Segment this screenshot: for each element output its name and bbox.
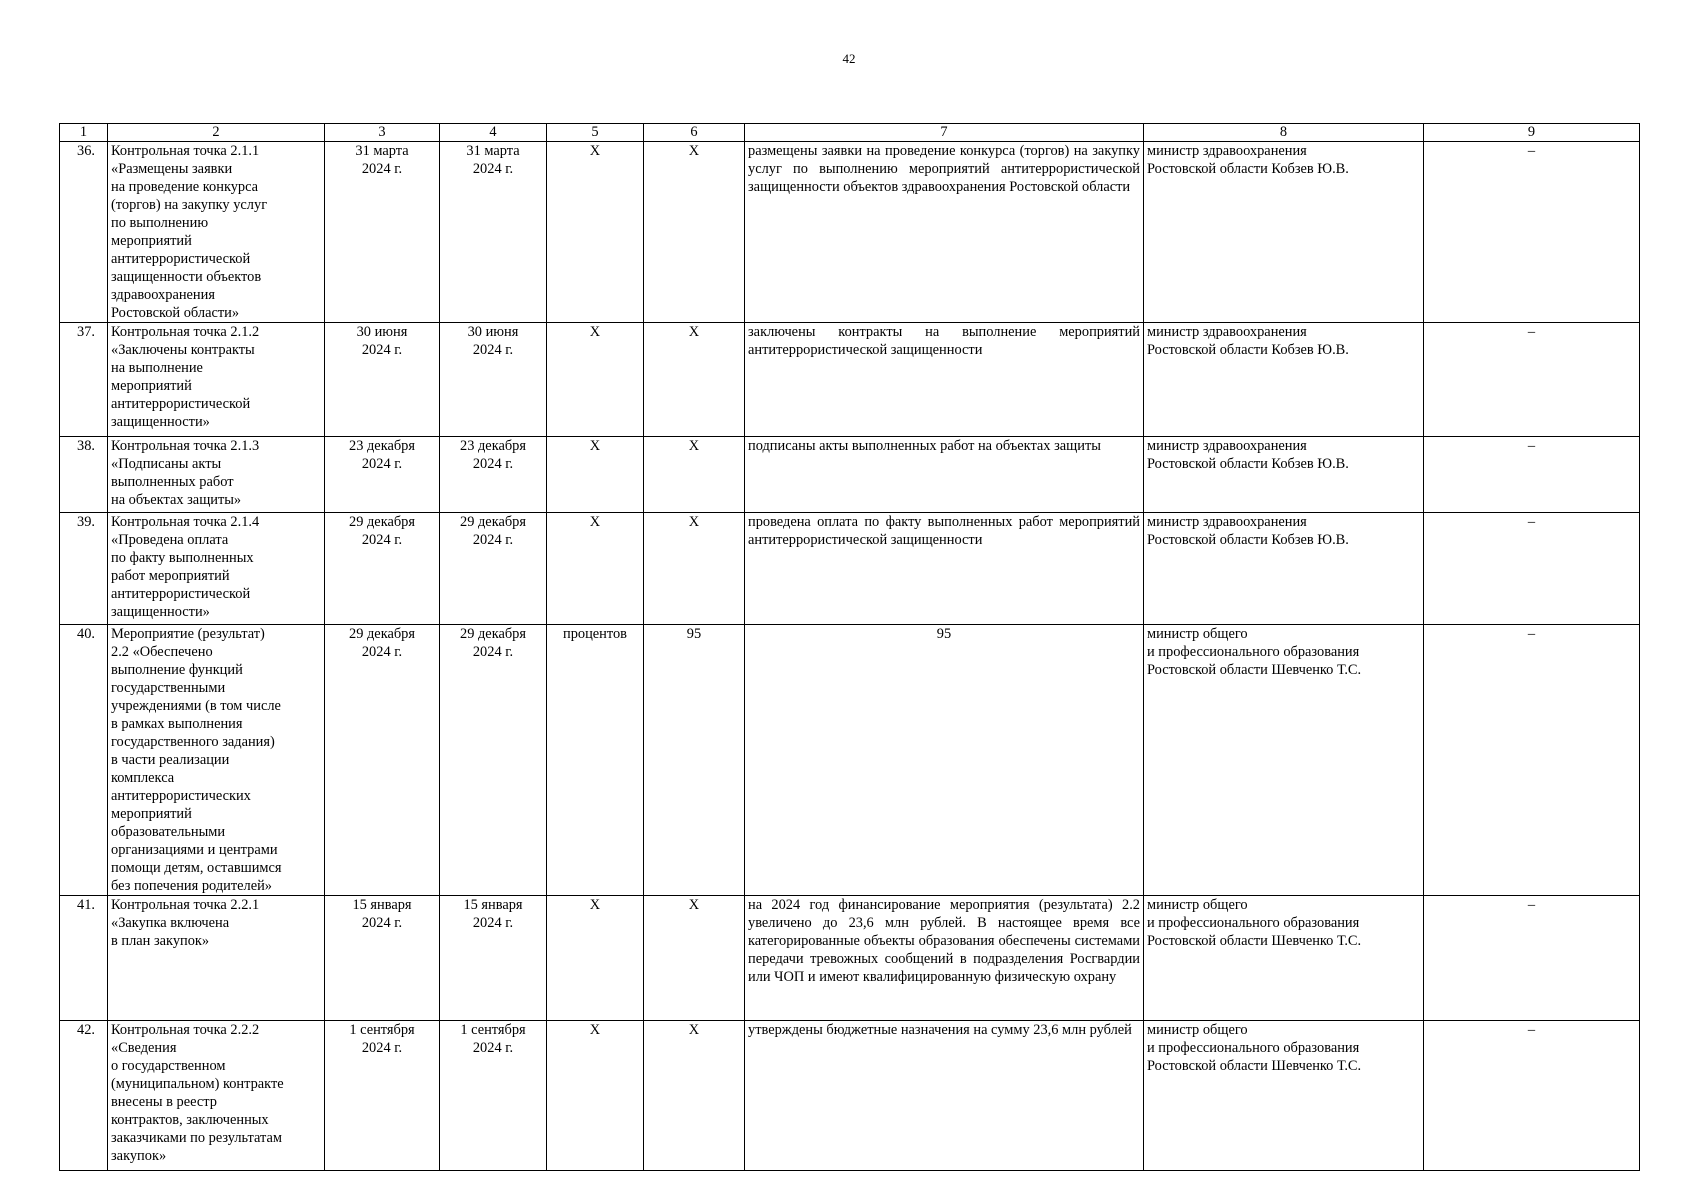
- header-cell: 9: [1424, 124, 1640, 142]
- date-end: 29 декабря 2024 г.: [440, 625, 547, 896]
- report-table: [59, 123, 1640, 1171]
- responsible-person: министр здравоохранения Ростовской области Кобзев Ю.В.: [1144, 437, 1424, 513]
- responsible-person: министр общего и профессионального образования Ростовской области Шевченко Т.С.: [1144, 625, 1424, 896]
- plan-value: X: [644, 1021, 745, 1171]
- fact-description: утверждены бюджетные назначения на сумму 23,6 млн рублей: [745, 1021, 1144, 1171]
- plan-value: X: [644, 142, 745, 323]
- date-end: 29 декабря 2024 г.: [440, 513, 547, 625]
- responsible-person: министр общего и профессионального образования Ростовской области Шевченко Т.С.: [1144, 1021, 1424, 1171]
- header-cell: 7: [745, 124, 1144, 142]
- date-end: 23 декабря 2024 г.: [440, 437, 547, 513]
- table-row: [60, 625, 1640, 896]
- header-cell: 1: [60, 124, 108, 142]
- header-cell: 5: [547, 124, 644, 142]
- row-number: 40.: [60, 625, 108, 896]
- note: –: [1424, 1021, 1640, 1171]
- note: –: [1424, 513, 1640, 625]
- fact-description: на 2024 год финансирование мероприятия (результата) 2.2 увеличено до 23,6 млн рублей. В настоящее время все категорированные объекты образования обеспечены системами передачи тревожных сообщений в подразделения Росгвардии или ЧОП и имеют квалифицированную физическую охрану: [745, 896, 1144, 1021]
- date-end: 31 марта 2024 г.: [440, 142, 547, 323]
- responsible-person: министр здравоохранения Ростовской области Кобзев Ю.В.: [1144, 513, 1424, 625]
- date-start: 1 сентября 2024 г.: [325, 1021, 440, 1171]
- unit: X: [547, 513, 644, 625]
- row-number: 41.: [60, 896, 108, 1021]
- date-end: 30 июня 2024 г.: [440, 323, 547, 437]
- unit: X: [547, 323, 644, 437]
- responsible-person: министр здравоохранения Ростовской области Кобзев Ю.В.: [1144, 142, 1424, 323]
- unit: X: [547, 896, 644, 1021]
- responsible-person: министр общего и профессионального образования Ростовской области Шевченко Т.С.: [1144, 896, 1424, 1021]
- item-name: Контрольная точка 2.2.2 «Сведения о государственном (муниципальном) контракте внесены в реестр контрактов, заключенных заказчиками по результатам закупок»: [108, 1021, 325, 1171]
- item-name: Контрольная точка 2.1.2 «Заключены контракты на выполнение мероприятий антитеррористической защищенности»: [108, 323, 325, 437]
- date-start: 23 декабря 2024 г.: [325, 437, 440, 513]
- table-row: [60, 896, 1640, 1021]
- date-start: 29 декабря 2024 г.: [325, 513, 440, 625]
- header-cell: 8: [1144, 124, 1424, 142]
- header-cell: 4: [440, 124, 547, 142]
- plan-value: X: [644, 513, 745, 625]
- responsible-person: министр здравоохранения Ростовской области Кобзев Ю.В.: [1144, 323, 1424, 437]
- table-row: [60, 142, 1640, 323]
- table-row: [60, 323, 1640, 437]
- row-number: 42.: [60, 1021, 108, 1171]
- date-start: 29 декабря 2024 г.: [325, 625, 440, 896]
- plan-value: X: [644, 896, 745, 1021]
- note: –: [1424, 625, 1640, 896]
- fact-description: заключены контракты на выполнение мероприятий антитеррористической защищенности: [745, 323, 1144, 437]
- header-cell: 3: [325, 124, 440, 142]
- table-row: [60, 1021, 1640, 1171]
- fact-description: размещены заявки на проведение конкурса (торгов) на закупку услуг по выполнению мероприятий антитеррористической защищенности объектов здравоохранения Ростовской области: [745, 142, 1144, 323]
- row-number: 39.: [60, 513, 108, 625]
- note: –: [1424, 437, 1640, 513]
- date-start: 30 июня 2024 г.: [325, 323, 440, 437]
- date-end: 15 января 2024 г.: [440, 896, 547, 1021]
- row-number: 38.: [60, 437, 108, 513]
- unit: X: [547, 437, 644, 513]
- table-row: [60, 513, 1640, 625]
- note: –: [1424, 323, 1640, 437]
- note: –: [1424, 896, 1640, 1021]
- row-number: 37.: [60, 323, 108, 437]
- unit: X: [547, 142, 644, 323]
- unit: X: [547, 1021, 644, 1171]
- date-start: 15 января 2024 г.: [325, 896, 440, 1021]
- item-name: Мероприятие (результат) 2.2 «Обеспечено выполнение функций государственными учреждениями (в том числе в рамках выполнения государственного задания) в части реализации комплекса антитеррористических мероприятий образовательными организациями и центрами помощи детям, оставшимся без попечения родителей»: [108, 625, 325, 896]
- fact-description: проведена оплата по факту выполненных работ мероприятий антитеррористической защищенности: [745, 513, 1144, 625]
- unit: процентов: [547, 625, 644, 896]
- note: –: [1424, 142, 1640, 323]
- header-cell: 6: [644, 124, 745, 142]
- date-end: 1 сентября 2024 г.: [440, 1021, 547, 1171]
- item-name: Контрольная точка 2.2.1 «Закупка включена в план закупок»: [108, 896, 325, 1021]
- page-number: 42: [842, 51, 856, 66]
- item-name: Контрольная точка 2.1.3 «Подписаны акты выполненных работ на объектах защиты»: [108, 437, 325, 513]
- fact-description: подписаны акты выполненных работ на объектах защиты: [745, 437, 1144, 513]
- header-row: [60, 124, 1640, 142]
- date-start: 31 марта 2024 г.: [325, 142, 440, 323]
- header-cell: 2: [108, 124, 325, 142]
- table-row: [60, 437, 1640, 513]
- plan-value: X: [644, 437, 745, 513]
- fact-description: 95: [745, 625, 1144, 896]
- plan-value: 95: [644, 625, 745, 896]
- plan-value: X: [644, 323, 745, 437]
- row-number: 36.: [60, 142, 108, 323]
- item-name: Контрольная точка 2.1.4 «Проведена оплата по факту выполненных работ мероприятий антитеррористической защищенности»: [108, 513, 325, 625]
- item-name: Контрольная точка 2.1.1 «Размещены заявки на проведение конкурса (торгов) на закупку услуг по выполнению мероприятий антитеррористической защищенности объектов здравоохранения Ростовской области»: [108, 142, 325, 323]
